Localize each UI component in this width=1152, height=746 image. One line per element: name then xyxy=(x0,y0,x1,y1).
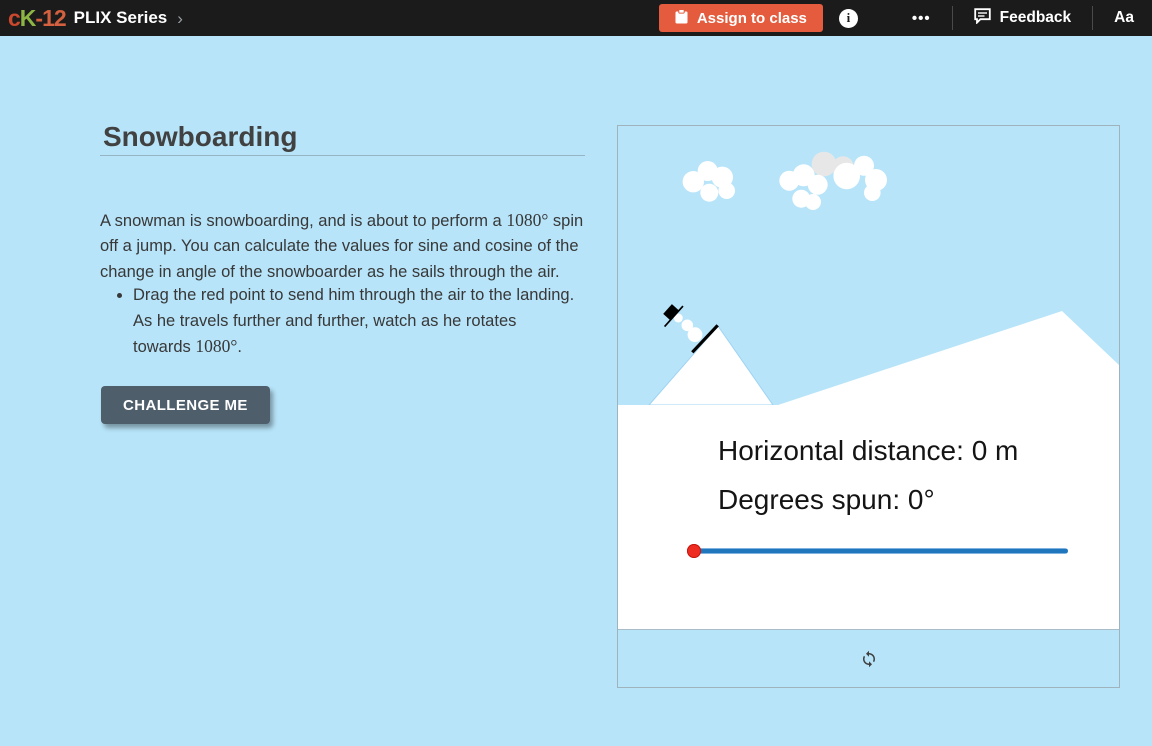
instruction-item: • Drag the red point to send him through the air to the landing. As he travels further and further, watch as he rotates towards 1080°. xyxy=(133,283,578,361)
simulation-footer xyxy=(618,629,1119,687)
logo-letter-k: K xyxy=(19,4,36,31)
assign-button-label: Assign to class xyxy=(696,9,807,27)
product-title: PLIX Series xyxy=(73,8,168,27)
degrees-spun-readout: Degrees spun: 0° xyxy=(718,484,935,515)
feedback-bubble-icon xyxy=(974,8,991,29)
toolbar-right-group xyxy=(659,4,1142,32)
logo-number: -12 xyxy=(35,4,66,31)
simulation-panel xyxy=(617,125,1120,688)
readout-area xyxy=(618,405,1119,629)
intro-paragraph: A snowman is snowboarding, and is about to perform a 1080° spin off a jump. You can calculate the values for sine and cosine of the change in angle of the snowboarder as he sails through the air. xyxy=(100,209,584,281)
clipboard-icon xyxy=(675,9,688,28)
horizontal-distance-value: 0 m xyxy=(971,435,1019,466)
red-drag-point[interactable] xyxy=(687,544,701,558)
assign-to-class-button[interactable] xyxy=(659,4,823,32)
simulation-canvas[interactable] xyxy=(618,126,1119,405)
chevron-right-icon: › xyxy=(177,8,183,28)
top-toolbar xyxy=(0,0,1152,36)
feedback-button[interactable] xyxy=(968,7,1078,30)
ck12-logo[interactable] xyxy=(8,4,66,31)
top-hat xyxy=(658,300,683,327)
page-title: Snowboarding xyxy=(103,120,298,152)
cloud xyxy=(683,161,735,202)
math-degrees: 1080° xyxy=(506,209,549,230)
refresh-icon[interactable] xyxy=(856,646,882,672)
feedback-label: Feedback xyxy=(999,9,1072,26)
instruction-list xyxy=(100,283,578,361)
mountain-slope xyxy=(775,311,1119,405)
degrees-spun-value: 0° xyxy=(907,484,935,515)
slider-track[interactable] xyxy=(694,548,1068,554)
challenge-me-button[interactable]: CHALLENGE ME xyxy=(101,386,270,424)
logo-letter-c: c xyxy=(8,4,20,31)
cloud xyxy=(779,152,887,210)
info-icon[interactable]: i xyxy=(839,9,858,28)
horizontal-distance-readout: Horizontal distance: 0 m xyxy=(718,435,1019,466)
math-degrees: 1080° xyxy=(195,336,238,356)
toolbar-divider xyxy=(1092,6,1093,30)
text-size-control[interactable]: Aa xyxy=(1108,8,1140,28)
more-options-icon[interactable]: ••• xyxy=(906,10,937,27)
toolbar-divider xyxy=(952,6,953,30)
title-divider xyxy=(100,155,585,156)
jump-ramp xyxy=(649,326,773,405)
